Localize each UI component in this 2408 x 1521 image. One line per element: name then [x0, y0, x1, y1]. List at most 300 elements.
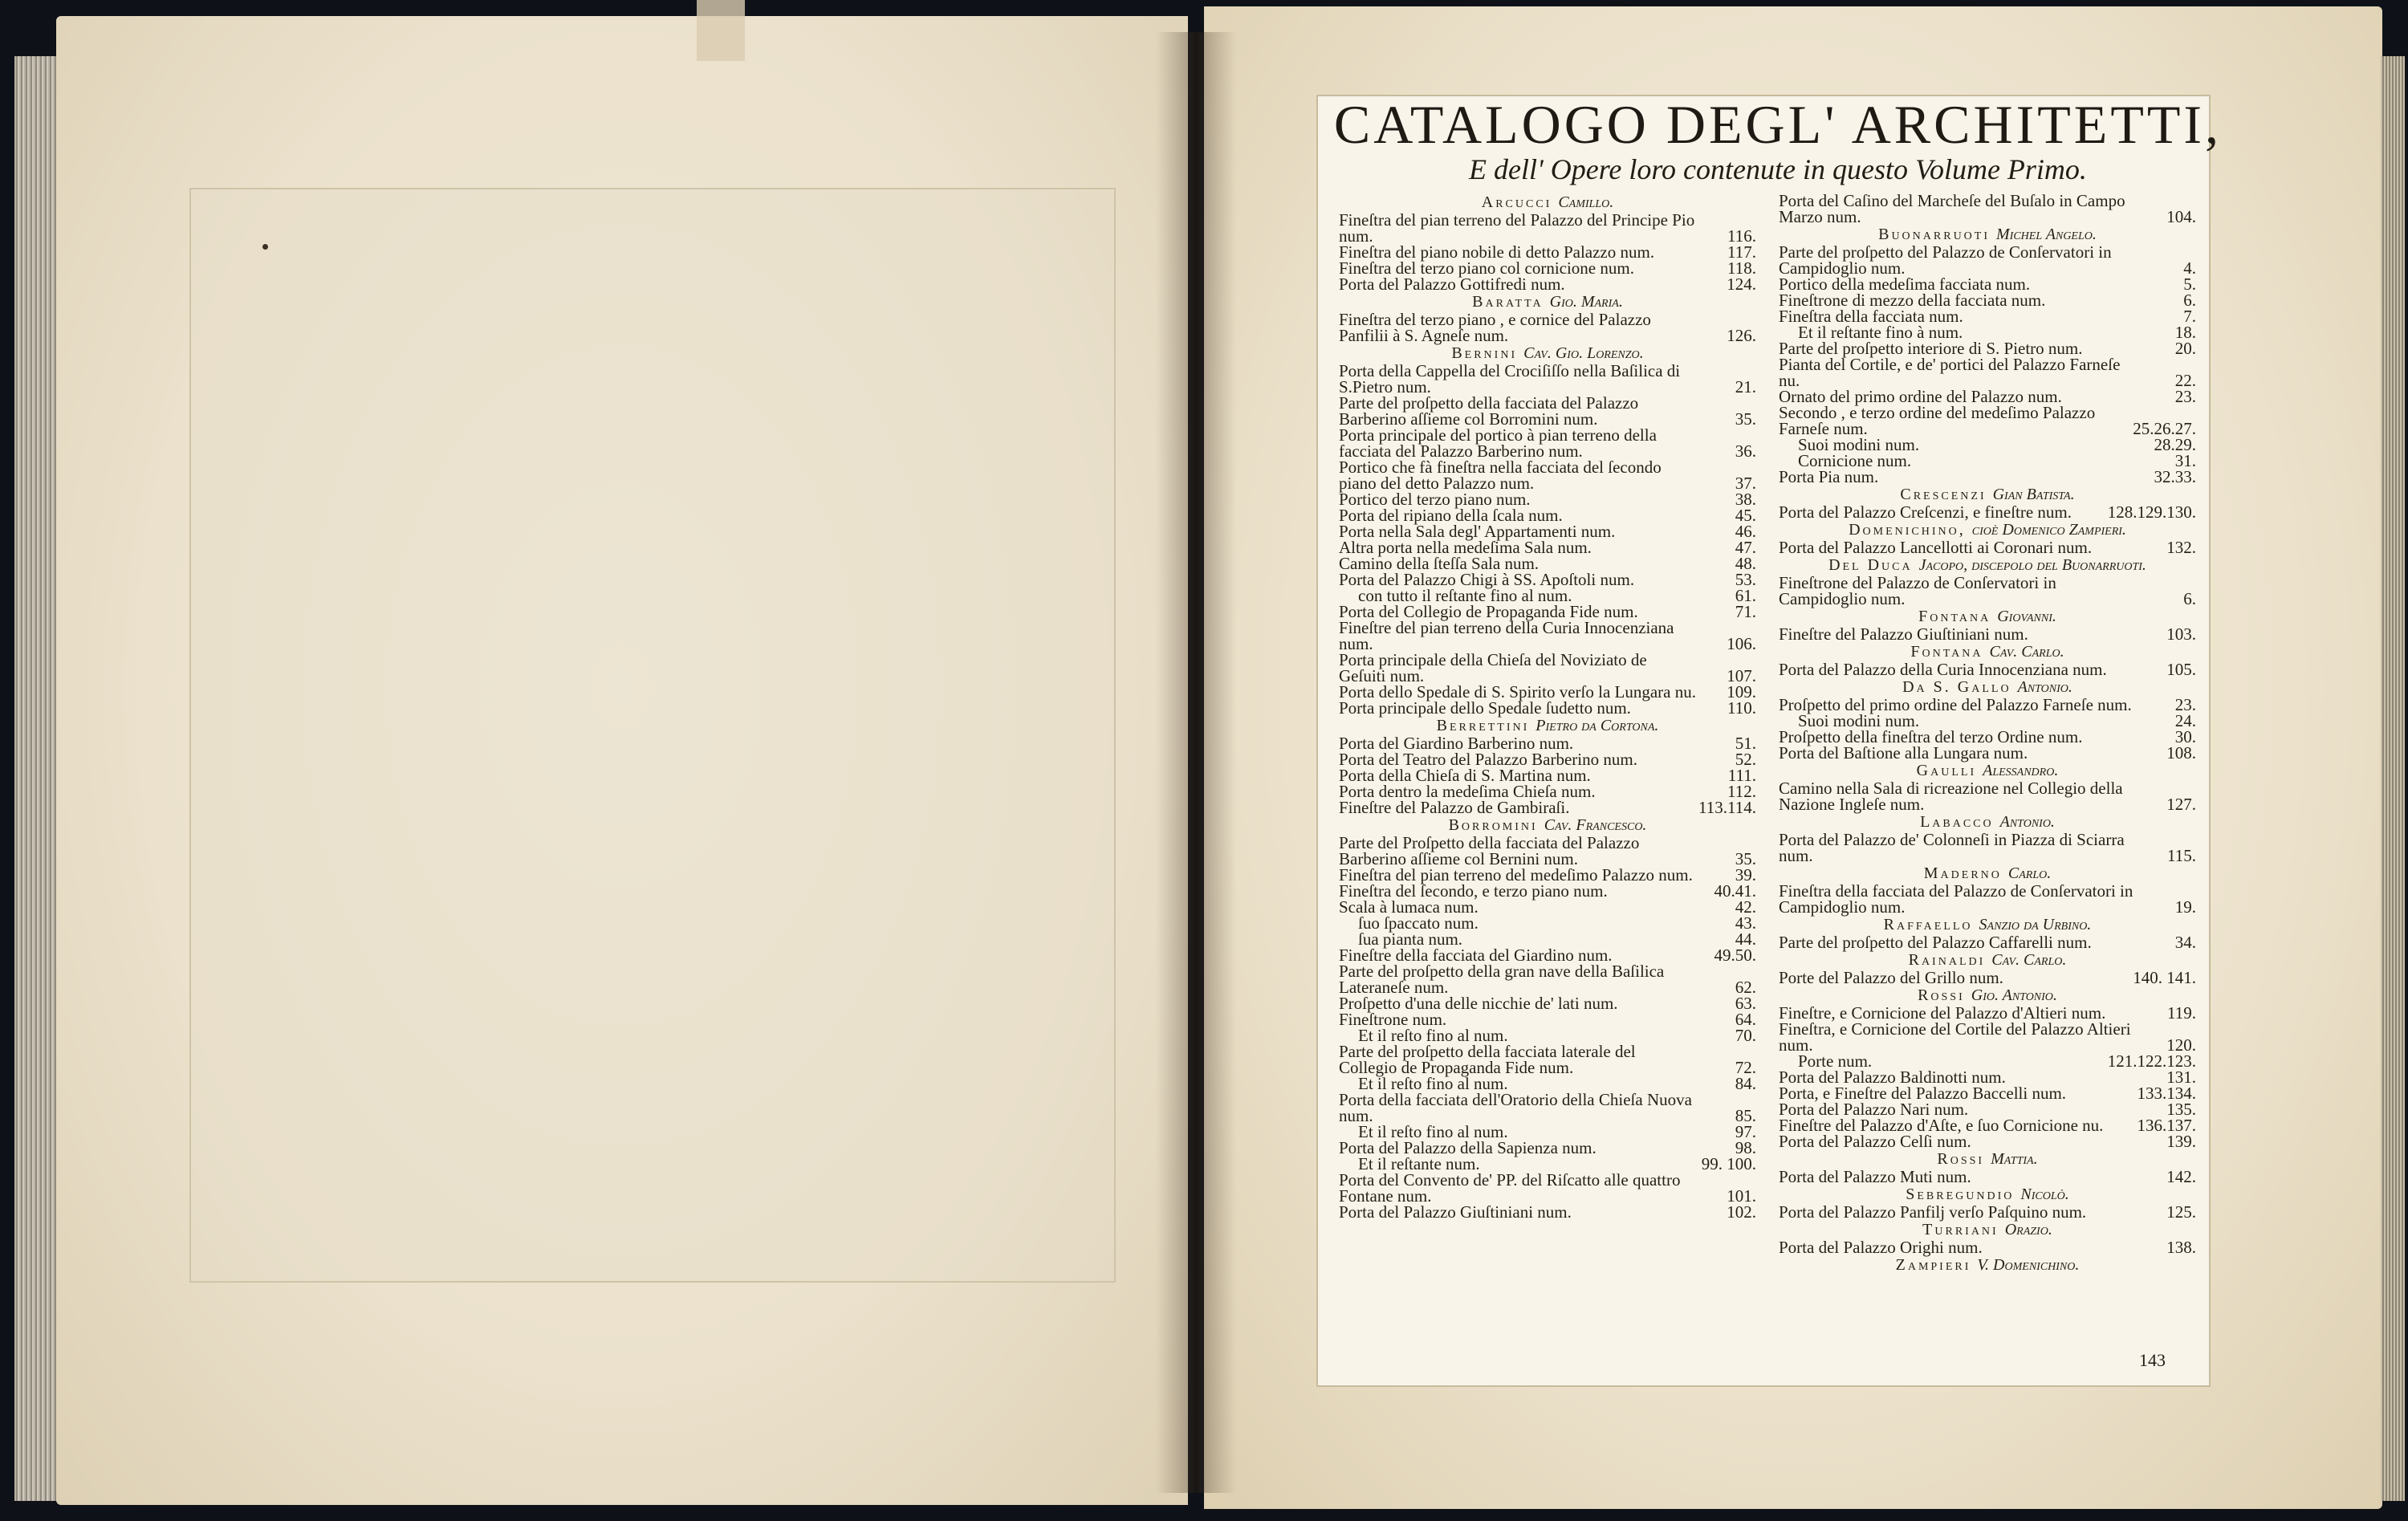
catalog-entry — [1339, 867, 1756, 883]
architect-given-name: Aleſſandro. — [1983, 762, 2059, 779]
entry-plate-number: 108. — [2166, 743, 2196, 763]
entry-plate-number: 4. — [2183, 258, 2196, 278]
catalog-entry — [1339, 1076, 1756, 1092]
catalog-entry — [1779, 729, 2196, 745]
catalog-subtitle: E dell' Opere loro contenute in questo Volume Primo. — [1469, 153, 2087, 185]
entry-plate-number: 72. — [1735, 1058, 1756, 1077]
entry-description: Et il reſto fino al num. — [1358, 1026, 1508, 1045]
entry-description: Porta del Palazzo Muti num. — [1779, 1167, 1971, 1186]
entry-description: Ornato del primo ordine del Palazzo num. — [1779, 387, 2062, 406]
catalog-entry — [1779, 1005, 2196, 1021]
catalog-entry — [1339, 427, 1756, 459]
entry-plate-number: 128.129.130. — [2107, 502, 2196, 522]
architect-surname: Turriani — [1922, 1221, 2005, 1238]
architect-heading — [1779, 644, 2196, 661]
entry-plate-number: 110. — [1727, 698, 1756, 718]
architect-given-name: Antonio. — [1999, 813, 2055, 831]
architect-heading — [1779, 1151, 2196, 1169]
entry-plate-number: 43. — [1735, 913, 1756, 933]
catalog-entry — [1779, 276, 2196, 292]
ink-spot — [262, 244, 268, 250]
entry-description: Suoi modini num. — [1798, 711, 1920, 730]
architect-given-name: Pietro da Cortona. — [1536, 717, 1659, 734]
entry-plate-number: 51. — [1735, 734, 1756, 753]
architect-surname: Rossi — [1918, 986, 1971, 1004]
entry-plate-number: 63. — [1735, 994, 1756, 1013]
catalog-entry — [1779, 308, 2196, 324]
catalog-entry — [1339, 684, 1756, 700]
architect-given-name: Cav. Franceſco. — [1544, 816, 1647, 834]
entry-description: Scala à lumaca num. — [1339, 897, 1479, 917]
catalog-entry — [1339, 783, 1756, 799]
paper-repair-strip — [697, 0, 745, 61]
catalog-entry — [1339, 620, 1756, 652]
entry-plate-number: 22. — [2174, 371, 2196, 390]
entry-description: ſuo ſpaccato num. — [1358, 913, 1479, 933]
catalog-entry — [1339, 915, 1756, 931]
catalog-entry — [1339, 947, 1756, 963]
architect-surname: Da S. Gallo — [1902, 678, 2018, 696]
architect-heading — [1339, 194, 1756, 212]
entry-plate-number: 35. — [1735, 849, 1756, 868]
entry-description: Porte del Palazzo del Grillo num. — [1779, 968, 2003, 987]
catalog-entry — [1779, 437, 2196, 453]
architect-surname: Maderno — [1923, 864, 2008, 882]
entry-plate-number: 84. — [1735, 1074, 1756, 1093]
architect-heading — [1779, 952, 2196, 970]
entry-description: Altra porta nella medeſima Sala num. — [1339, 538, 1592, 557]
catalog-entry — [1779, 292, 2196, 308]
architect-given-name: Mattia. — [1991, 1150, 2038, 1168]
entry-plate-number: 48. — [1735, 554, 1756, 573]
entry-description: Porta del Palazzo de' Colonneſi in Piazza di Sciarra num. — [1779, 830, 2125, 865]
entry-plate-number: 49.50. — [1714, 946, 1756, 965]
architect-heading — [1779, 486, 2196, 504]
entry-description: Porta della Chieſa di S. Martina num. — [1339, 766, 1591, 785]
entry-description: Secondo , e terzo ordine del medeſimo Palazzo Farneſe num. — [1779, 403, 2096, 438]
entry-description: Porta del Palazzo della Curia Innocenziana num. — [1779, 660, 2107, 679]
catalog-entry — [1779, 934, 2196, 950]
entry-description: Portico che fà fineſtra nella facciata del ſecondo piano del detto Palazzo num. — [1339, 458, 1662, 493]
entry-description: Porta del Palazzo Giuſtiniani num. — [1339, 1202, 1572, 1222]
catalog-entry — [1779, 193, 2196, 225]
catalog-entry — [1339, 1027, 1756, 1043]
entry-plate-number: 125. — [2166, 1202, 2196, 1222]
entry-description: Pianta del Cortile, e de' portici del Palazzo Farneſe nu. — [1779, 355, 2121, 390]
entry-plate-number: 99. 100. — [1701, 1154, 1756, 1173]
entry-plate-number: 42. — [1735, 897, 1756, 917]
entry-description: Proſpetto del primo ordine del Palazzo Farneſe num. — [1779, 695, 2132, 714]
catalog-entry — [1779, 661, 2196, 677]
left-blank-plate-mark — [189, 188, 1116, 1283]
entry-description: Porta del Palazzo Celſi num. — [1779, 1132, 1971, 1151]
entry-plate-number: 70. — [1735, 1026, 1756, 1045]
catalog-entry — [1339, 555, 1756, 571]
entry-description: Proſpetto della fineſtra del terzo Ordine num. — [1779, 727, 2083, 746]
catalog-entry — [1779, 453, 2196, 469]
entry-description: Parte del proſpetto del Palazzo Caffarelli num. — [1779, 933, 2092, 952]
entry-description: Parte del proſpetto della facciata laterale del Collegio de Propaganda Fide num. — [1339, 1042, 1636, 1077]
entry-plate-number: 85. — [1735, 1106, 1756, 1125]
architect-heading — [1339, 718, 1756, 735]
catalog-entry — [1339, 523, 1756, 539]
entry-plate-number: 107. — [1727, 666, 1756, 685]
catalog-entry — [1339, 507, 1756, 523]
architect-surname: Raffaello — [1883, 916, 1979, 933]
entry-description: Et il reſto fino al num. — [1358, 1122, 1508, 1141]
entry-description: Fineſtre del Palazzo de Gambiraſi. — [1339, 798, 1570, 817]
catalog-entry — [1339, 883, 1756, 899]
architect-heading — [1779, 865, 2196, 883]
architect-given-name: Giovanni. — [1997, 608, 2056, 625]
entry-plate-number: 135. — [2166, 1100, 2196, 1119]
catalog-entry — [1339, 1043, 1756, 1076]
catalog-entry — [1779, 405, 2196, 437]
entry-plate-number: 127. — [2166, 795, 2196, 814]
entry-description: Porta del Teatro del Palazzo Barberino num. — [1339, 750, 1637, 769]
entry-plate-number: 111. — [1727, 766, 1756, 785]
architect-given-name: Antonio. — [2017, 678, 2072, 696]
entry-plate-number: 138. — [2166, 1238, 2196, 1257]
entry-plate-number: 45. — [1735, 506, 1756, 525]
entry-plate-number: 24. — [2174, 711, 2196, 730]
catalog-entry — [1339, 571, 1756, 588]
catalog-left-column — [1339, 193, 1756, 1220]
entry-plate-number: 6. — [2183, 291, 2196, 310]
entry-description: Camino nella Sala di ricreazione nel Collegio della Nazione Ingleſe num. — [1779, 779, 2123, 814]
catalog-entry — [1779, 713, 2196, 729]
architect-given-name: Jacopo, diſcepolo del Buonarruoti. — [1918, 556, 2146, 574]
entry-plate-number: 142. — [2166, 1167, 2196, 1186]
entry-plate-number: 103. — [2166, 624, 2196, 644]
architect-given-name: Orazio. — [2004, 1221, 2052, 1238]
catalog-entry — [1779, 388, 2196, 405]
entry-description: Porta del Palazzo Lancellotti ai Coronari num. — [1779, 538, 2093, 557]
entry-plate-number: 136.137. — [2137, 1116, 2196, 1135]
catalog-entry — [1779, 575, 2196, 607]
entry-description: Porta del Giardino Barberino num. — [1339, 734, 1574, 753]
catalog-entry — [1779, 697, 2196, 713]
entry-plate-number: 19. — [2174, 897, 2196, 917]
entry-plate-number: 36. — [1735, 441, 1756, 461]
architect-surname: Arcucci — [1481, 193, 1559, 211]
catalog-entry — [1339, 899, 1756, 915]
architect-surname: Borromini — [1448, 816, 1544, 834]
catalog-entry — [1339, 1204, 1756, 1220]
entry-description: Fineſtre del Palazzo d'Aſte, e ſuo Cornicione nu. — [1779, 1116, 2104, 1135]
architect-given-name: V. Domenichino. — [1977, 1256, 2080, 1274]
architect-heading — [1779, 522, 2196, 539]
catalog-right-column — [1779, 193, 2196, 1275]
catalog-entry — [1779, 1133, 2196, 1149]
left-page-edges — [14, 56, 59, 1501]
entry-description: Porta del Baſtione alla Lungara num. — [1779, 743, 2028, 763]
architect-given-name: Gio. Maria. — [1549, 293, 1623, 311]
architect-surname: Buonarruoti — [1878, 226, 1997, 243]
catalog-entry — [1779, 324, 2196, 340]
entry-description: Cornicione num. — [1798, 451, 1912, 470]
entry-description: Fineſtrone del Palazzo de Conſervatori in Campidoglio num. — [1779, 573, 2056, 608]
architect-heading — [1779, 814, 2196, 832]
entry-plate-number: 34. — [2174, 933, 2196, 952]
entry-plate-number: 71. — [1735, 602, 1756, 621]
architect-given-name: Carlo. — [2007, 864, 2052, 882]
catalog-entry — [1339, 1124, 1756, 1140]
entry-description: Fineſtra della facciata del Palazzo de Conſervatori in Campidoglio num. — [1779, 881, 2133, 917]
catalog-entry — [1339, 963, 1756, 995]
entry-description: Fineſtre, e Cornicione del Palazzo d'Altieri num. — [1779, 1003, 2106, 1023]
entry-plate-number: 132. — [2166, 538, 2196, 557]
catalog-entry — [1779, 469, 2196, 485]
entry-description: Portico della medeſima facciata num. — [1779, 275, 2031, 294]
catalog-entry — [1339, 700, 1756, 716]
entry-description: Fineſtra del ſecondo, e terzo piano num. — [1339, 881, 1608, 901]
right-page-edges — [2381, 56, 2405, 1501]
entry-description: Fineſtra del pian terreno del medeſimo Palazzo num. — [1339, 865, 1693, 885]
catalog-entry — [1339, 212, 1756, 244]
entry-plate-number: 40.41. — [1714, 881, 1756, 901]
architect-heading — [1339, 294, 1756, 311]
catalog-entry — [1339, 604, 1756, 620]
entry-description: Parte del proſpetto interiore di S. Pietro num. — [1779, 339, 2083, 358]
architect-surname: Gaulli — [1916, 762, 1983, 779]
architect-given-name: Sanzio da Urbino. — [1979, 916, 2092, 933]
architect-surname: Rainaldi — [1908, 951, 1992, 969]
entry-description: Porta principale della Chieſa del Noviziato de Geſuiti num. — [1339, 650, 1647, 685]
architect-surname: Fontana — [1910, 643, 1990, 661]
entry-plate-number: 115. — [2167, 846, 2196, 865]
architect-heading — [1339, 345, 1756, 363]
entry-plate-number: 133.134. — [2137, 1084, 2196, 1103]
catalog-entry — [1339, 995, 1756, 1011]
entry-description: Porta principale dello Spedale ſudetto num. — [1339, 698, 1631, 718]
entry-plate-number: 140. 141. — [2133, 968, 2196, 987]
architect-surname: Sebregundio — [1906, 1185, 2021, 1203]
catalog-entry — [1779, 626, 2196, 642]
catalog-entry — [1779, 504, 2196, 520]
architect-surname: Berrettini — [1436, 717, 1536, 734]
entry-plate-number: 44. — [1735, 929, 1756, 949]
entry-plate-number: 47. — [1735, 538, 1756, 557]
entry-description: Fineſtra del pian terreno del Palazzo del Principe Pio num. — [1339, 210, 1695, 246]
catalog-entry — [1339, 539, 1756, 555]
architect-surname: Del Duca — [1828, 556, 1919, 574]
entry-description: Porta principale del portico à pian terreno della facciata del Palazzo Barberino num. — [1339, 425, 1657, 461]
catalog-entry — [1779, 1085, 2196, 1101]
architect-heading — [1779, 987, 2196, 1005]
architect-surname: Baratta — [1472, 293, 1550, 311]
entry-description: Fineſtre della facciata del Giardino num. — [1339, 946, 1613, 965]
entry-description: Fineſtrone di mezzo della facciata num. — [1779, 291, 2046, 310]
entry-description: Porta del Palazzo Nari num. — [1779, 1100, 1969, 1119]
entry-description: Porta del Palazzo Orighi num. — [1779, 1238, 1983, 1257]
entry-description: Porta della Cappella del Crociſiſſo nella Baſilica di S.Pietro num. — [1339, 361, 1681, 397]
entry-plate-number: 126. — [1727, 326, 1756, 345]
entry-description: Porte num. — [1798, 1051, 1873, 1071]
catalog-entry — [1779, 832, 2196, 864]
catalog-entry — [1339, 491, 1756, 507]
entry-description: Porta del Palazzo Baldinotti num. — [1779, 1068, 2006, 1087]
architect-given-name: Cav. Carlo. — [1989, 643, 2064, 661]
entry-description: Porta del Palazzo Panfilj verſo Paſquino num. — [1779, 1202, 2087, 1222]
catalog-entry — [1779, 970, 2196, 986]
architect-heading — [1779, 679, 2196, 697]
architect-given-name: Gian Batiſta. — [1992, 486, 2075, 503]
entry-description: Et il reſtante num. — [1358, 1154, 1480, 1173]
catalog-entry — [1339, 244, 1756, 260]
architect-given-name: cioè Domenico Zampieri. — [1971, 521, 2126, 539]
architect-given-name: Camillo. — [1558, 193, 1614, 211]
catalog-entry — [1779, 1101, 2196, 1117]
catalog-entry — [1339, 1172, 1756, 1204]
entry-description: Porta del Palazzo Creſcenzi, e fineſtre num. — [1779, 502, 2072, 522]
catalog-entry — [1339, 588, 1756, 604]
entry-description: Porta del Caſino del Marcheſe del Buſalo in Campo Marzo num. — [1779, 191, 2125, 226]
entry-plate-number: 20. — [2174, 339, 2196, 358]
entry-plate-number: 61. — [1735, 586, 1756, 605]
entry-plate-number: 32.33. — [2154, 467, 2196, 486]
architect-given-name: Cav. Gio. Lorenzo. — [1523, 344, 1644, 362]
catalog-entry — [1339, 1140, 1756, 1156]
entry-description: Porta dello Spedale di S. Spirito verſo la Lungara nu. — [1339, 682, 1696, 702]
catalog-entry — [1339, 835, 1756, 867]
entry-description: Porta del Convento de' PP. del Riſcatto alle quattro Fontane num. — [1339, 1170, 1681, 1206]
entry-plate-number: 112. — [1727, 782, 1756, 801]
entry-plate-number: 52. — [1735, 750, 1756, 769]
catalog-entry — [1779, 1239, 2196, 1255]
entry-plate-number: 6. — [2183, 589, 2196, 608]
architect-given-name: Cav. Carlo. — [1991, 951, 2067, 969]
entry-description: Camino della ſteſſa Sala num. — [1339, 554, 1540, 573]
entry-plate-number: 139. — [2166, 1132, 2196, 1151]
entry-description: Porta del Palazzo della Sapienza num. — [1339, 1138, 1597, 1157]
entry-plate-number: 30. — [2174, 727, 2196, 746]
catalog-entry — [1339, 652, 1756, 684]
entry-description: Suoi modini num. — [1798, 435, 1920, 454]
entry-description: Parte del proſpetto della facciata del Palazzo Barberino aſſieme col Borromini num. — [1339, 393, 1639, 429]
catalog-title: CATALOGO DEGL' ARCHITETTI, — [1333, 94, 2223, 155]
entry-description: Porta della facciata dell'Oratorio della Chieſa Nuova num. — [1339, 1090, 1692, 1125]
catalog-entry — [1339, 1156, 1756, 1172]
entry-plate-number: 104. — [2166, 207, 2196, 226]
entry-plate-number: 25.26.27. — [2133, 419, 2196, 438]
entry-description: Porta del ripiano della ſcala num. — [1339, 506, 1563, 525]
catalog-entry — [1339, 260, 1756, 276]
catalog-entry — [1339, 751, 1756, 767]
catalog-entry — [1339, 311, 1756, 344]
entry-plate-number: 98. — [1735, 1138, 1756, 1157]
catalog-entry — [1779, 356, 2196, 388]
catalog-entry — [1779, 745, 2196, 761]
entry-description: Parte del proſpetto del Palazzo de Conſervatori in Campidoglio num. — [1779, 242, 2112, 278]
catalog-entry — [1779, 1053, 2196, 1069]
architect-heading — [1779, 608, 2196, 626]
entry-plate-number: 39. — [1735, 865, 1756, 885]
entry-plate-number: 5. — [2183, 275, 2196, 294]
entry-plate-number: 117. — [1727, 242, 1756, 262]
entry-description: Porta del Palazzo Gottifredi num. — [1339, 275, 1565, 294]
architect-heading — [1779, 1186, 2196, 1204]
catalog-entry — [1779, 1204, 2196, 1220]
entry-description: Fineſtra, e Cornicione del Cortile del Palazzo Altieri num. — [1779, 1019, 2131, 1055]
architect-heading — [1339, 817, 1756, 835]
entry-plate-number: 120. — [2166, 1035, 2196, 1055]
book-gutter — [1156, 32, 1236, 1493]
architect-heading — [1779, 557, 2196, 575]
catalog-entry — [1779, 1069, 2196, 1085]
entry-plate-number: 113.114. — [1698, 798, 1756, 817]
entry-plate-number: 105. — [2166, 660, 2196, 679]
entry-plate-number: 53. — [1735, 570, 1756, 589]
entry-description: con tutto il reſtante fino al num. — [1358, 586, 1572, 605]
entry-description: Porta del Collegio de Propaganda Fide num. — [1339, 602, 1638, 621]
entry-plate-number: 109. — [1727, 682, 1756, 702]
architect-surname: Zampieri — [1895, 1256, 1978, 1274]
entry-plate-number: 131. — [2166, 1068, 2196, 1087]
catalog-entry — [1339, 276, 1756, 292]
entry-plate-number: 116. — [1727, 226, 1756, 246]
entry-description: Porta, e Fineſtre del Palazzo Baccelli num. — [1779, 1084, 2067, 1103]
entry-plate-number: 28.29. — [2154, 435, 2196, 454]
catalog-entry — [1339, 1092, 1756, 1124]
catalog-entry — [1339, 1011, 1756, 1027]
entry-description: Fineſtra della facciata num. — [1779, 307, 1963, 326]
entry-plate-number: 97. — [1735, 1122, 1756, 1141]
entry-description: Porta nella Sala degl' Appartamenti num. — [1339, 522, 1616, 541]
entry-plate-number: 64. — [1735, 1010, 1756, 1029]
entry-description: Proſpetto d'una delle nicchie de' lati num. — [1339, 994, 1618, 1013]
entry-plate-number: 37. — [1735, 474, 1756, 493]
entry-plate-number: 18. — [2174, 323, 2196, 342]
entry-description: ſua pianta num. — [1358, 929, 1463, 949]
entry-plate-number: 35. — [1735, 409, 1756, 429]
catalog-entry — [1779, 1169, 2196, 1185]
catalog-entry — [1779, 780, 2196, 812]
architect-surname: Fontana — [1918, 608, 1998, 625]
entry-plate-number: 31. — [2174, 451, 2196, 470]
entry-description: Fineſtre del Palazzo Giuſtiniani num. — [1779, 624, 2028, 644]
catalog-entry — [1779, 883, 2196, 915]
entry-plate-number: 62. — [1735, 978, 1756, 997]
entry-description: Fineſtra del terzo piano , e cornice del Palazzo Panfilii à S. Agneſe num. — [1339, 310, 1651, 345]
entry-plate-number: 102. — [1727, 1202, 1756, 1222]
architect-heading — [1779, 1222, 2196, 1239]
architect-given-name: Nicolò. — [2020, 1185, 2069, 1203]
architect-surname: Bernini — [1451, 344, 1524, 362]
entry-description: Et il reſto fino al num. — [1358, 1074, 1508, 1093]
catalog-entry — [1339, 459, 1756, 491]
architect-heading — [1779, 1257, 2196, 1275]
entry-plate-number: 124. — [1727, 275, 1756, 294]
entry-plate-number: 101. — [1727, 1186, 1756, 1206]
entry-description: Fineſtra del terzo piano col cornicione num. — [1339, 258, 1634, 278]
entry-plate-number: 7. — [2183, 307, 2196, 326]
entry-description: Parte del Proſpetto della facciata del Palazzo Barberino aſſieme col Bernini num. — [1339, 833, 1640, 868]
entry-description: Porta del Palazzo Chigi à SS. Apoſtoli num. — [1339, 570, 1635, 589]
entry-description: Fineſtrone num. — [1339, 1010, 1447, 1029]
entry-plate-number: 23. — [2174, 695, 2196, 714]
entry-description: Et il reſtante fino à num. — [1798, 323, 1963, 342]
page-number: 143 — [2139, 1350, 2166, 1370]
catalog-entry — [1779, 1117, 2196, 1133]
architect-heading — [1779, 917, 2196, 934]
catalog-entry — [1339, 931, 1756, 947]
entry-plate-number: 118. — [1727, 258, 1756, 278]
entry-description: Porta Pia num. — [1779, 467, 1879, 486]
architect-given-name: Michel Angelo. — [1996, 226, 2097, 243]
catalog-entry — [1779, 539, 2196, 555]
entry-description: Portico del terzo piano num. — [1339, 490, 1531, 509]
